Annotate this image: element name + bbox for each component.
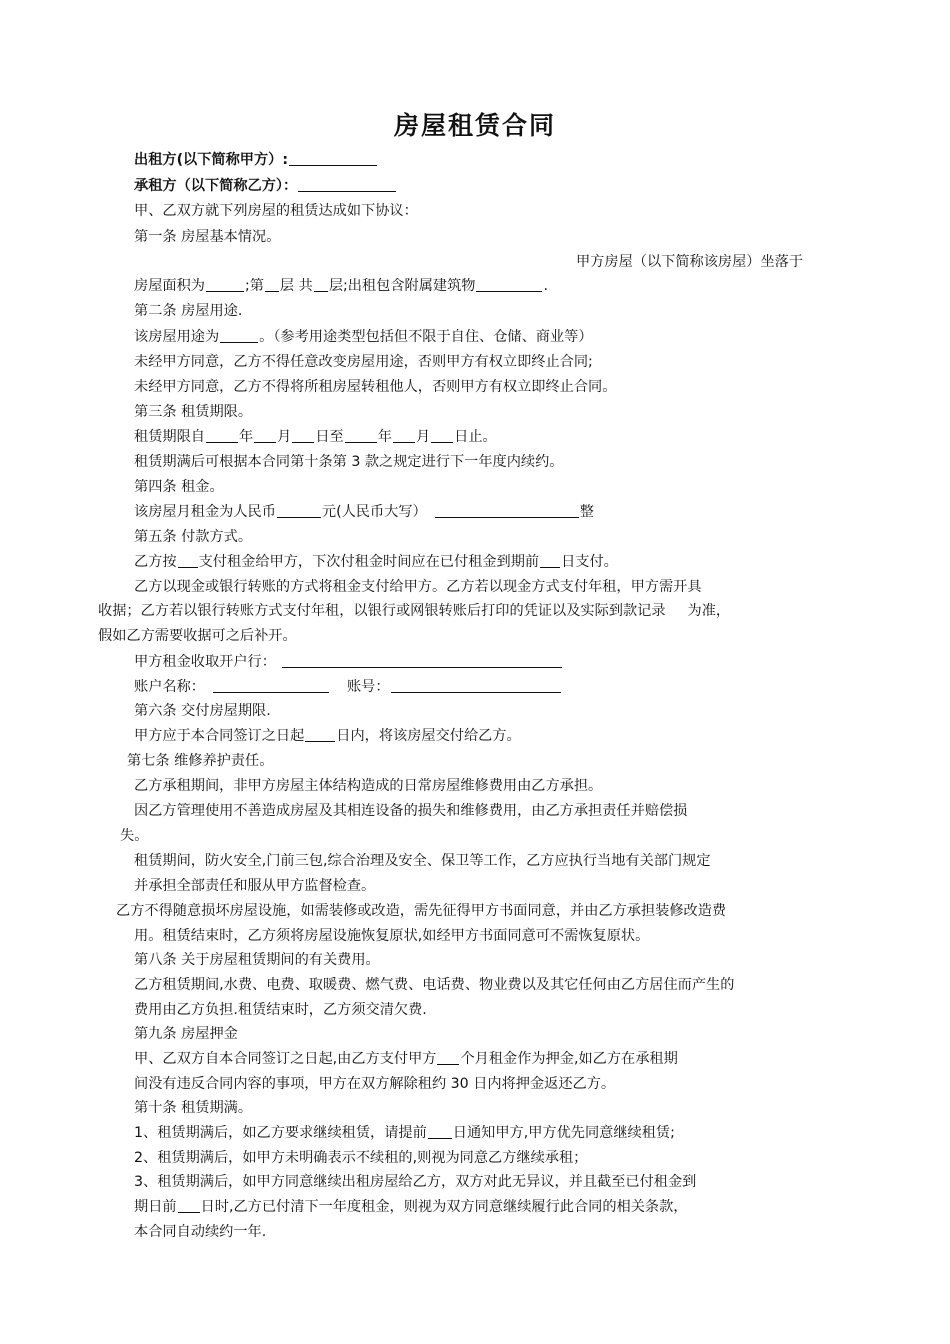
- safety-clause-2: 并承担全部责任和服从甲方监督检查。: [134, 878, 376, 894]
- lessor-label: 出租方(以下简称甲方）:: [134, 152, 289, 168]
- usage-change-clause: 未经甲方同意，乙方不得任意改变房屋用途，否则甲方有权立即终止合同;: [134, 354, 593, 370]
- account-line: [134, 677, 562, 697]
- payment-method-line-1: 乙方以现金或银行转账的方式将租金支付给甲方。乙方若以现金方式支付年租，甲方需开具: [134, 579, 702, 595]
- renewal-item-3-line-1: 3、租赁期满后，如甲方同意继续出租房屋给乙方，双方对此无异议，并且截至已付租金到: [134, 1174, 697, 1190]
- notice-days-blank[interactable]: [428, 1124, 452, 1139]
- receipt-note: 假如乙方需要收据可之后补开。: [98, 628, 297, 644]
- usage-note: 。（参考用途类型包括但不限于自住、仓储、商业等）: [259, 329, 593, 345]
- article-2-heading: 第二条 房屋用途.: [134, 303, 243, 319]
- payment-schedule-line: [134, 552, 618, 572]
- pay-before-label: 支付租金给甲方，下次付租金时间应在已付租金到期前: [198, 554, 540, 570]
- due-date-label: 期日前: [134, 1199, 177, 1215]
- rent-whole-label: 整: [579, 504, 594, 520]
- bank-blank[interactable]: [282, 653, 562, 668]
- start-day-blank[interactable]: [292, 428, 314, 443]
- deposit-rest: 个月租金作为押金,如乙方在承租期: [460, 1051, 678, 1067]
- account-number-blank[interactable]: [391, 678, 561, 693]
- start-month-blank[interactable]: [254, 428, 276, 443]
- renewal-item-1-text: 1、租赁期满后，如乙方要求继续租赁，请提前: [134, 1125, 427, 1141]
- damage-clause-2: 失。: [120, 828, 149, 844]
- usage-blank[interactable]: [220, 328, 258, 343]
- due-date-rest: 日时,乙方已付清下一年度租金，则视为双方同意继续履行此合同的相关条款，: [200, 1199, 688, 1215]
- pay-period-blank[interactable]: [178, 553, 198, 568]
- sublet-clause: 未经甲方同意，乙方不得将所租房屋转租他人，否则甲方有权立即终止合同。: [134, 379, 617, 395]
- area-blank[interactable]: [206, 277, 244, 292]
- total-floors-label: 层 共: [279, 278, 313, 294]
- payment-method-end: 为准，: [687, 603, 731, 619]
- account-name-label: 账户名称：: [134, 679, 205, 695]
- usage-label: 该房屋用途为: [134, 329, 220, 345]
- renewal-item-3-line-2: [134, 1197, 687, 1217]
- pay-days-blank[interactable]: [540, 553, 560, 568]
- annex-label: 层;出租包含附属建筑物: [328, 278, 476, 294]
- lessor-blank[interactable]: [289, 151, 377, 166]
- end-month-blank[interactable]: [393, 428, 415, 443]
- agreement-intro: 甲、乙双方就下列房屋的租赁达成如下协议：: [134, 203, 418, 219]
- auto-renewal-clause: 本合同自动续约一年.: [134, 1224, 267, 1240]
- lessor-line: [134, 150, 378, 170]
- payment-method-text: 收据；乙方若以银行转账方式支付年租，以银行或网银转账后打印的凭证以及实际到款记录: [98, 603, 666, 619]
- lease-term-line: [134, 427, 497, 447]
- deposit-line: [134, 1049, 678, 1069]
- article-9-heading: 第九条 房屋押金: [134, 1026, 238, 1042]
- pay-days-label: 日支付。: [561, 554, 618, 570]
- property-area-line: [134, 276, 548, 296]
- article-3-heading: 第三条 租赁期限。: [134, 404, 253, 420]
- period: .: [543, 278, 548, 294]
- article-8-heading: 第八条 关于房屋租赁期间的有关费用。: [134, 952, 380, 968]
- annex-blank[interactable]: [476, 277, 542, 292]
- day-end-label: 日止。: [454, 429, 497, 445]
- article-10-heading: 第十条 租赁期满。: [134, 1100, 253, 1116]
- maintenance-clause: 乙方承租期间，非甲方房屋主体结构造成的日常房屋维修费用由乙方承担。: [134, 778, 603, 794]
- payment-method-line-2: [98, 601, 730, 621]
- renewal-item-1: [134, 1123, 675, 1143]
- end-day-blank[interactable]: [431, 428, 453, 443]
- lessee-blank[interactable]: [298, 177, 396, 192]
- renewal-item-1-rest: 日通知甲方,甲方优先同意继续租赁;: [452, 1125, 675, 1141]
- renovation-clause-1: 乙方不得随意损坏房屋设施，如需装修或改造，需先征得甲方书面同意，并由乙方承担装修改造费: [116, 903, 727, 919]
- area-label: 房屋面积为: [134, 278, 205, 294]
- month-label: 月: [277, 429, 292, 445]
- document-title: 房屋租赁合同: [393, 111, 556, 140]
- account-number-label: 账号：: [346, 679, 390, 695]
- article-7-heading: 第七条 维修养护责任。: [127, 753, 274, 769]
- lessee-line: [134, 176, 397, 196]
- day-to-label: 日至: [315, 429, 344, 445]
- delivery-label: 甲方应于本合同签订之日起: [134, 728, 305, 744]
- renewal-note: 租赁期满后可根据本合同第十条第 3 款之规定进行下一年度内续约。: [134, 454, 564, 470]
- year-label: 年: [238, 429, 254, 445]
- start-year-blank[interactable]: [206, 428, 238, 443]
- bank-label: 甲方租金收取开户行：: [134, 654, 276, 670]
- renovation-clause-2: 用。租赁结束时，乙方须将房屋设施恢复原状,如经甲方书面同意可不需恢复原状。: [134, 928, 650, 944]
- month-label: 月: [415, 429, 431, 445]
- deposit-label: 甲、乙双方自本合同签订之日起,由乙方支付甲方: [134, 1051, 437, 1067]
- delivery-days-blank[interactable]: [305, 727, 335, 742]
- delivery-line: [134, 726, 521, 746]
- fees-clause-2: 费用由乙方负担.租赁结束时，乙方须交清欠费.: [134, 1002, 427, 1018]
- fees-clause-1: 乙方租赁期间,水费、电费、取暖费、燃气费、电话费、物业费以及其它任何由乙方居住而产生的: [134, 977, 735, 993]
- year-label: 年: [377, 429, 392, 445]
- floor-blank[interactable]: [265, 277, 279, 292]
- lessee-label: 承租方（以下简称乙方）：: [134, 178, 298, 194]
- delivery-rest: 日内，将该房屋交付给乙方。: [336, 728, 521, 744]
- monthly-rent-line: [134, 502, 594, 522]
- bank-line: [134, 652, 563, 672]
- damage-clause-1: 因乙方管理使用不善造成房屋及其相连设备的损失和维修费用，由乙方承担责任并赔偿损: [134, 803, 688, 819]
- article-1-heading: 第一条 房屋基本情况。: [134, 229, 281, 245]
- account-name-blank[interactable]: [213, 678, 329, 693]
- pay-by-label: 乙方按: [134, 554, 177, 570]
- article-6-heading: 第六条 交付房屋期限.: [134, 703, 271, 719]
- article-4-heading: 第四条 租金。: [134, 479, 224, 495]
- floor-label: ;第: [244, 278, 264, 294]
- due-days-blank[interactable]: [178, 1198, 200, 1213]
- rent-words-label: 元(人民币大写）: [321, 504, 427, 520]
- usage-line: [134, 327, 593, 347]
- property-location: 甲方房屋（以下简称该房屋）坐落于: [576, 254, 804, 270]
- rent-words-blank[interactable]: [435, 503, 579, 518]
- deposit-months-blank[interactable]: [437, 1050, 459, 1065]
- safety-clause-1: 租赁期间，防火安全,门前三包,综合治理及安全、保卫等工作，乙方应执行当地有关部门规定: [134, 853, 711, 869]
- total-floors-blank[interactable]: [314, 277, 328, 292]
- article-5-heading: 第五条 付款方式。: [134, 529, 253, 545]
- deposit-return-clause: 间没有违反合同内容的事项，甲方在双方解除租约 30 日内将押金返还乙方。: [134, 1076, 616, 1092]
- term-from-label: 租赁期限自: [134, 429, 205, 445]
- end-year-blank[interactable]: [345, 428, 377, 443]
- rent-amount-blank[interactable]: [277, 503, 321, 518]
- renewal-item-2: 2、租赁期满后，如甲方未明确表示不续租的,则视为同意乙方继续承租；: [134, 1150, 588, 1166]
- rent-label: 该房屋月租金为人民币: [134, 504, 276, 520]
